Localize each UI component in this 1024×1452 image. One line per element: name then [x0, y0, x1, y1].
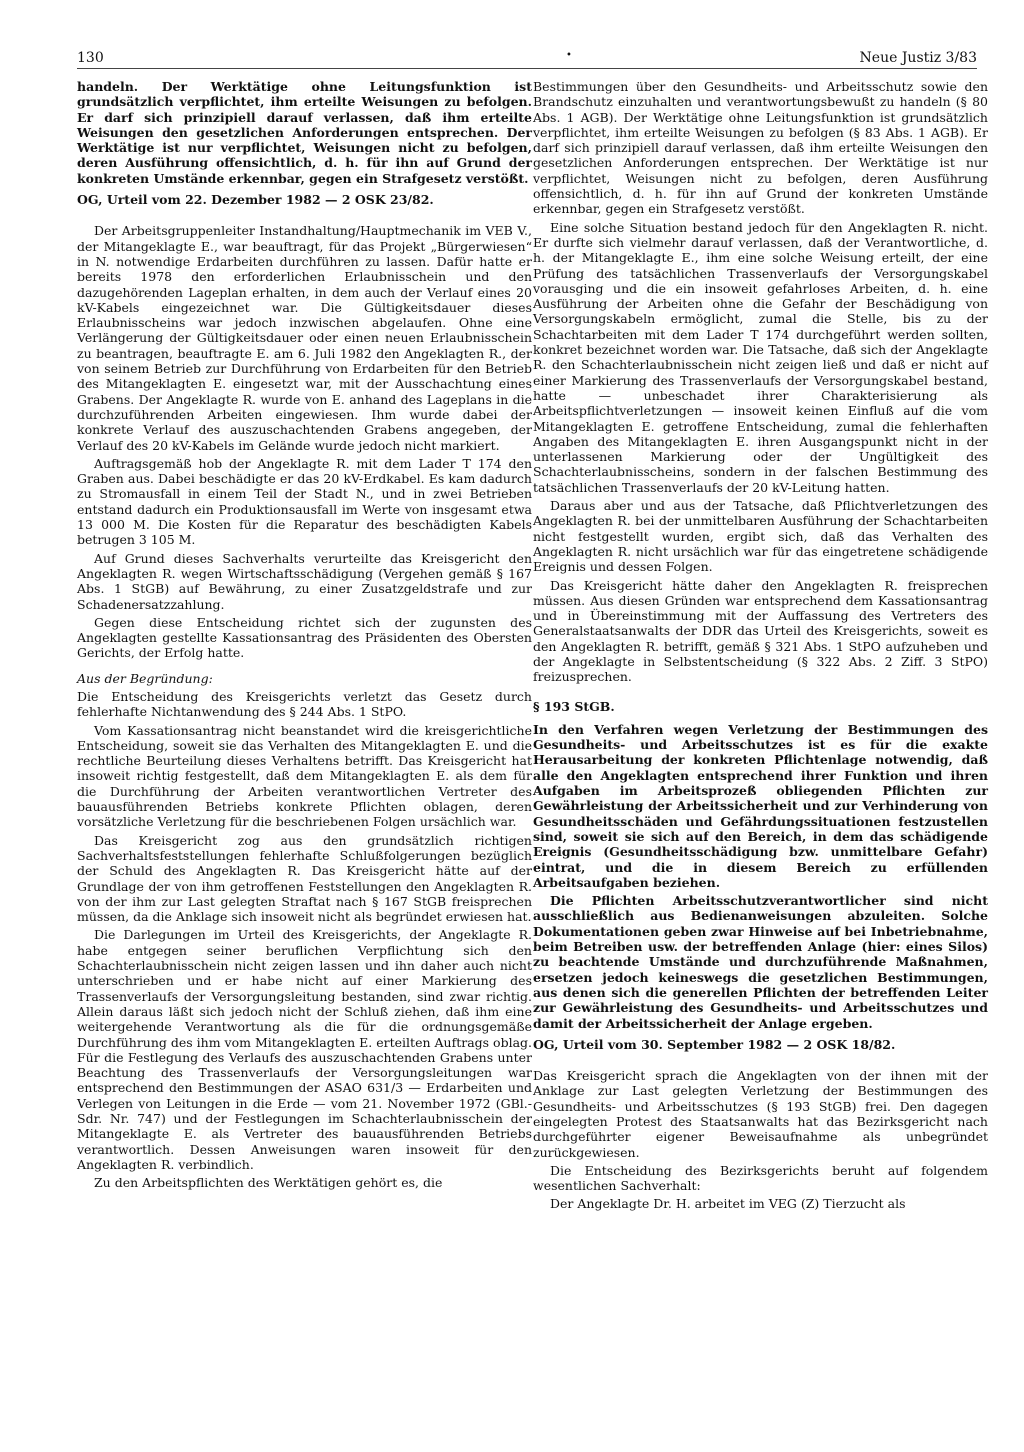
- paragraph: Eine solche Situation bestand jedoch für den Angeklagten R. nicht. Er durfte sich vielmehr darauf verlassen, daß der Verantwortliche, d. h. der Mitangeklagte E., ihm eine solche Weisung erteilt, der eine Prüfung des tatsächlichen Trassenverlaufs der Versorgungskabel vorausging und die ein insoweit gefahrloses Arbeiten, d. h. eine Ausführung der Arbeiten ohne die Gefahr der Beschädigung von Versorgungskabeln ermöglicht, zumal die Stelle, bis zu der Schachtarbeiten mit dem Lader T 174 durchgeführt werden sollten, konkret bezeichnet worden war. Die Tatsache, daß sich der Angeklagte R. den Schachterlaubnisschein nicht zeigen ließ und daß er nicht auf einer Markierung des Trassenverlaufs der Versorgungskabel bestand, hatte — unbeschadet ihrer Charakterisierung als Arbeitspflichtverletzungen — insoweit keinen Einfluß auf die vom Mitangeklagten E. getroffene Entscheidung, zumal die fehlerhaften Angaben des Mitangeklagten E. ihren Ausgangspunkt nicht in der unterlassenen Markierung oder der Ungültigkeit des Schachterlaubnisscheins, sondern in der falschen Bestimmung des tatsächlichen Trassenverlaufs der 20 kV-Leitung hatten.: [533, 219, 988, 495]
- page-number: 130: [77, 50, 104, 66]
- paragraph: Gegen diese Entscheidung richtet sich der zugunsten des Angeklagten gestellte Kassationsantrag des Präsidenten des Obersten Gerichts, der Erfolg hatte.: [77, 614, 532, 661]
- paragraph: Die Entscheidung des Kreisgerichts verletzt das Gesetz durch fehlerhafte Nichtanwendung des § 244 Abs. 1 StPO.: [77, 688, 532, 720]
- lead-text: handeln. Der Werktätige ohne Leitungsfunktion ist grundsätzlich verpflichtet, ihm erteilte Weisungen zu befolgen. Er darf sich prinzipiell darauf verlassen, daß ihm erteilte Weisungen den gesetzlichen Anforderungen entsprechen. Der Werktätige ist nur verpflichtet, Weisungen nicht zu befolgen, deren Ausführung offensichtlich, d. h. für ihn auf Grund der konkreten Umstände erkennbar, gegen ein Strafgesetz verstößt.: [77, 79, 532, 186]
- decision-citation: OG, Urteil vom 30. September 1982 — 2 OSK 18/82.: [533, 1036, 896, 1052]
- header-dot: •: [566, 50, 572, 61]
- paragraph: Der Angeklagte Dr. H. arbeitet im VEG (Z) Tierzucht als: [550, 1196, 906, 1212]
- paragraph: Auf Grund dieses Sachverhalts verurteilte das Kreisgericht den Angeklagten R. wegen Wirtschaftsschädigung (Vergehen gemäß § 167 Abs. 1 StGB) auf Bewährung, zu einer Zusatzgeldstrafe und zur Schadenersatzzahlung.: [77, 550, 532, 612]
- decision-citation: OG, Urteil vom 22. Dezember 1982 — 2 OSK 23/82.: [77, 192, 434, 208]
- paragraph: Die Entscheidung des Bezirksgerichts beruht auf folgendem wesentlichen Sachverhalt:: [533, 1162, 988, 1194]
- paragraph: Das Kreisgericht hätte daher den Angeklagten R. freisprechen müssen. Aus diesen Gründen war entsprechend dem Kassationsantrag und in Übereinstimmung mit der Auffassung des Vertreters des Generalstaatsanwalts der DDR das Urteil des Kreisgerichts, soweit es den Angeklagten R. betrifft, gemäß § 321 Abs. 1 StPO aufzuheben und der Angeklagte in Selbstentscheidung (§ 322 Abs. 2 Ziff. 3 StPO) freizusprechen.: [533, 577, 988, 685]
- section-heading: § 193 StGB.: [533, 698, 615, 714]
- paragraph: Die Darlegungen im Urteil des Kreisgerichts, der Angeklagte R. habe entgegen seiner beruflichen Verpflichtung sich den Schachterlaubnisschein nicht zeigen lassen und ihn daher auch nicht unterschrieben und er habe nicht auf einer Markierung des Trassenverlaufs der Versorgungsleitung bestanden, sind zwar richtig. Allein daraus läßt sich jedoch nicht der Schluß ziehen, daß ihm eine weitergehende Verantwortung als die für die ordnungsgemäße Durchführung des ihm vom Mitangeklagten E. erteilten Auftrags oblag. Für die Festlegung des Verlaufs des auszuschachtenden Grabens unter Beachtung des Trassenverlaufs der Versorgungsleitungen war entsprechend den Bestimmungen der ASAO 631/3 — Erdarbeiten und Verlegen von Leitungen in die Erde — vom 21. November 1972 (GBl.-Sdr. Nr. 747) und der Festlegungen im Schachterlaubnisschein der Mitangeklagte E. als Vertreter des bauausführenden Betriebs verantwortlich. Dessen Anweisungen waren insoweit für den Angeklagten R. verbindlich.: [77, 927, 532, 1172]
- paragraph: Das Kreisgericht sprach die Angeklagten von der ihnen mit der Anklage zur Last gelegten Verletzung der Bestimmungen des Gesundheits- und Arbeitsschutzes (§ 193 StGB) frei. Den dagegen eingelegten Protest des Staatsanwalts hat das Bezirksgericht nach durchgeführter eigener Beweisaufnahme als unbegründet zurückgewiesen.: [533, 1068, 988, 1160]
- paragraph: Vom Kassationsantrag nicht beanstandet wird die kreisgerichtliche Entscheidung, soweit sie das Verhalten des Mitangeklagten E. und die rechtliche Beurteilung dieses Verhaltens betrifft. Das Kreisgericht hat insoweit richtig festgestellt, daß dem Mitangeklagten E. als dem für die Durchführung der Arbeiten verantwortlichen Vertreter des bauausführenden Betriebs konkrete Pflichten oblagen, deren vorsätzliche Verletzung für die beschriebenen Folgen ursächlich war.: [77, 722, 532, 830]
- paragraph: Der Arbeitsgruppenleiter Instandhaltung/Hauptmechanik im VEB V., der Mitangeklagte E., war beauftragt, für das Projekt „Bürgerwiesen“ in N. notwendige Erdarbeiten durchführen zu lassen. Dafür hatte er bereits 1978 den erforderlichen Erlaubnisschein und den dazugehörenden Lageplan erhalten, in dem auch der Verlauf eines 20 kV-Kabels eingezeichnet war. Die Gültigkeitsdauer dieses Erlaubnisscheins war jedoch inzwischen abgelaufen. Ohne eine Verlängerung der Gültigkeitsdauer oder einen neuen Erlaubnisschein zu beantragen, beauftragte E. am 6. Juli 1982 den Angeklagten R., der von seinem Betrieb zur Durchführung von Erdarbeiten für den Betrieb des Mitangeklagten E. eingesetzt war, mit der Ausschachtung eines Grabens. Der Angeklagte R. wurde von E. anhand des Lageplans in die durchzuführenden Arbeiten eingewiesen. Ihm wurde dabei der konkrete Verlauf des auszuschachtenden Grabens angegeben, der Verlauf des 20 kV-Kabels im Gelände wurde jedoch nicht markiert.: [77, 223, 532, 453]
- paragraph: Daraus aber und aus der Tatsache, daß Pflichtverletzungen des Angeklagten R. bei der unmittelbaren Ausführung der Schachtarbeiten nicht festgestellt wurden, ergibt sich, daß das Verhalten des Angeklagten R. nicht ursächlich war für das eingetretene schädigende Ereignis und dessen Folgen.: [533, 498, 988, 575]
- paragraph: Das Kreisgericht zog aus den grundsätzlich richtigen Sachverhaltsfeststellungen fehlerhafte Schlußfolgerungen bezüglich der Schuld des Angeklagten R. Das Kreisgericht hätte auf der Grundlage der von ihm getroffenen Feststellungen den Angeklagten R. von der ihm zur Last gelegten Straftat nach § 167 StGB freisprechen müssen, da die Anklage sich insoweit nicht als begründet erwiesen hat.: [77, 832, 532, 925]
- journal-title: Neue Justiz 3/83: [859, 50, 977, 66]
- paragraph: Bestimmungen über den Gesundheits- und Arbeitsschutz sowie den Brandschutz einzuhalten und verantwortungsbewußt zu handeln (§ 80 Abs. 1 AGB). Der Werktätige ohne Leitungsfunktion ist grundsätzlich verpflichtet, ihm erteilte Weisungen zu befolgen (§ 83 Abs. 1 AGB). Er darf sich prinzipiell darauf verlassen, daß ihm erteilte Weisungen den gesetzlichen Anforderungen entsprechen. Der Werktätige ist nur verpflichtet, Weisungen nicht zu befolgen, deren Ausführung offensichtlich, d. h. für ihn auf Grund der konkreten Umstände erkennbar, gegen ein Strafgesetz verstößt.: [533, 79, 988, 217]
- reasoning-heading: Aus der Begründung:: [77, 670, 213, 686]
- paragraph: Zu den Arbeitspflichten des Werktätigen gehört es, die: [94, 1175, 443, 1191]
- lead-text: Die Pflichten Arbeitsschutzverantwortlicher sind nicht ausschließlich aus Bedienanweisungen abzuleiten. Solche Dokumentationen geben zwar Hinweise auf bei Inbetriebnahme, beim Betreiben usw. der betreffenden Anlage (hier: eines Silos) zu beachtende Umstände und durchzuführende Maßnahmen, ersetzen jedoch keineswegs die gesetzlichen Bestimmungen, aus denen sich die generellen Pflichten der betreffenden Leiter zur Gewährleistung des Gesundheits- und Arbeitsschutzes und damit der Arbeitssicherheit der Anlage ergeben.: [533, 893, 988, 1031]
- right-column: [533, 79, 988, 1215]
- left-column: [77, 79, 532, 1193]
- lead-text: In den Verfahren wegen Verletzung der Bestimmungen des Gesundheits- und Arbeitsschutzes ist es für die exakte Herausarbeitung der konkreten Pflichtenlage notwendig, daß alle den Angeklagten entsprechend ihrer Funktion und ihren Aufgaben im Arbeitsprozeß obliegenden Pflichten zur Gewährleistung der Arbeitssicherheit und zur Verhinderung von Gesundheitsschäden und Gefährdungssituationen festzustellen sind, soweit sie sich auf den Bereich, in dem das schädigende Ereignis (Gesundheitsschädigung bzw. unmittelbare Gefahr) eintrat, und die in diesem Bereich zu erfüllenden Arbeitsaufgaben beziehen.: [533, 721, 988, 890]
- page-header: [77, 46, 977, 69]
- paragraph: Auftragsgemäß hob der Angeklagte R. mit dem Lader T 174 den Graben aus. Dabei beschädigte er das 20 kV-Erdkabel. Es kam dadurch zu Stromausfall in einem Teil der Stadt N., und in zwei Betrieben entstand dadurch ein Produktionsausfall im Werte von insgesamt etwa 13 000 M. Die Kosten für die Reparatur des beschädigten Kabels betrugen 3 105 M.: [77, 455, 532, 548]
